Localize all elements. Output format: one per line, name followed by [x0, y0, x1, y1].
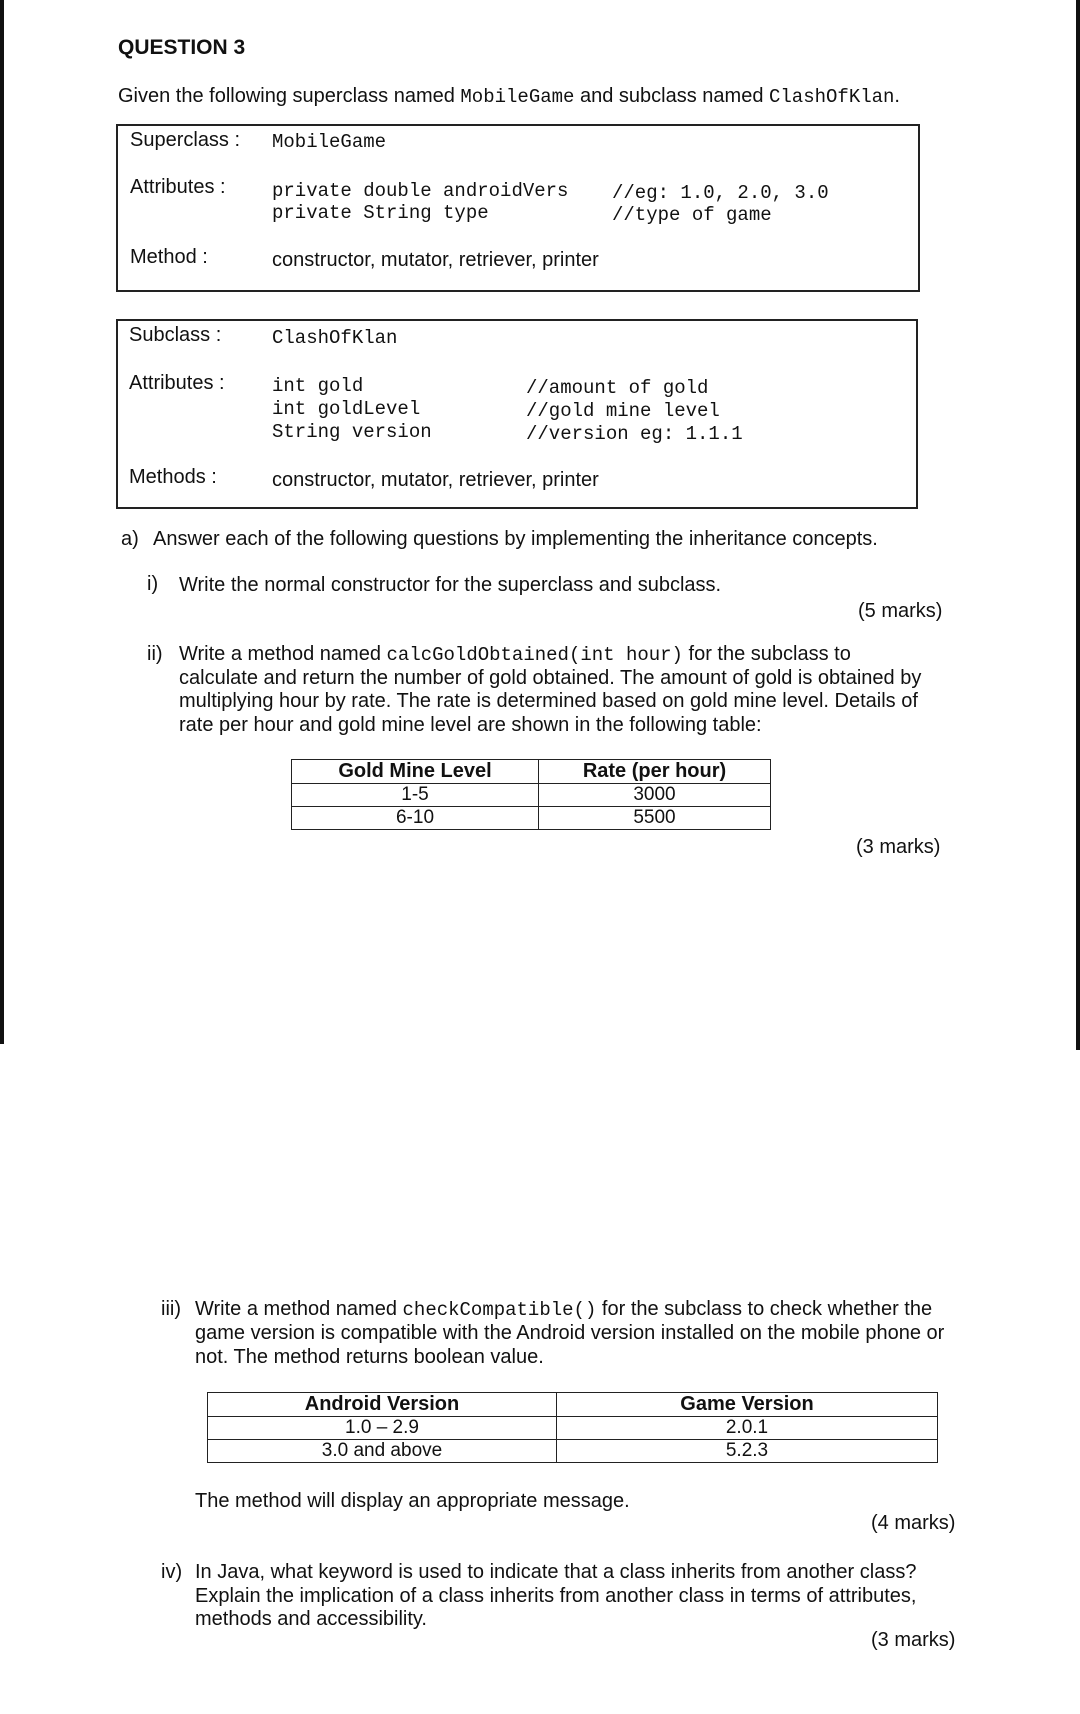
subclass-attr-1-comment: //amount of gold	[526, 377, 709, 399]
table-row	[292, 807, 771, 830]
superclass-attr-2-decl: private String type	[272, 202, 489, 224]
table-row	[208, 1440, 938, 1463]
intro-subclass-name: ClashOfKlan	[769, 86, 895, 108]
q-iv-marks: (3 marks)	[871, 1629, 956, 1651]
q-i-marker: i)	[147, 573, 159, 595]
subclass-methods: constructor, mutator, retriever, printer	[272, 469, 599, 491]
android-game-version-table	[207, 1392, 938, 1463]
q-ii-line-1-prefix: Write a method named	[179, 643, 387, 665]
intro-superclass-name: MobileGame	[460, 86, 575, 108]
q-iv-line-2: Explain the implication of a class inherits from another class in terms of attributes,	[195, 1585, 917, 1607]
question-title: QUESTION 3	[118, 36, 246, 59]
table-header-cell: Android Version	[208, 1393, 557, 1417]
intro-text	[118, 85, 900, 108]
scan-edge-left	[0, 0, 4, 1044]
superclass-attr-1-decl: private double androidVers	[272, 180, 569, 202]
subclass-label: Subclass :	[129, 324, 222, 346]
superclass-name: MobileGame	[272, 131, 387, 153]
q-iii-marker: iii)	[161, 1298, 181, 1320]
table-cell: 3000	[539, 784, 771, 807]
q-ii-method-name: calcGoldObtained(int hour)	[386, 644, 683, 666]
q-ii-marks: (3 marks)	[856, 836, 941, 858]
table-header-cell: Gold Mine Level	[292, 760, 539, 784]
intro-middle: and subclass named	[574, 85, 769, 107]
subclass-attributes-label: Attributes :	[129, 372, 225, 394]
q-i-marks: (5 marks)	[858, 600, 943, 622]
q-iii-line-1	[195, 1298, 932, 1322]
superclass-attr-2-comment: //type of game	[612, 204, 772, 226]
subclass-attr-3-decl: String version	[272, 421, 432, 443]
table-row	[208, 1417, 938, 1440]
q-iv-line-3: methods and accessibility.	[195, 1608, 427, 1630]
q-ii-line-2: calculate and return the number of gold obtained. The amount of gold is obtained by	[179, 667, 922, 689]
table-cell: 3.0 and above	[208, 1440, 557, 1463]
table-header-cell: Rate (per hour)	[539, 760, 771, 784]
q-iii-line-2: game version is compatible with the Android version installed on the mobile phone or	[195, 1322, 945, 1344]
table-cell: 5.2.3	[557, 1440, 938, 1463]
table-cell: 2.0.1	[557, 1417, 938, 1440]
q-iii-line-1-suffix: for the subclass to check whether the	[596, 1298, 933, 1320]
q-iii-line-3: not. The method returns boolean value.	[195, 1346, 544, 1368]
q-ii-line-1	[179, 643, 941, 667]
superclass-methods: constructor, mutator, retriever, printer	[272, 249, 599, 271]
q-iii-line-1-prefix: Write a method named	[195, 1298, 403, 1320]
table-cell: 1-5	[292, 784, 539, 807]
subclass-method-label: Methods :	[129, 466, 217, 488]
table-header-row	[292, 760, 771, 784]
intro-prefix: Given the following superclass named	[118, 85, 461, 107]
superclass-method-label: Method :	[130, 246, 208, 268]
table-cell: 5500	[539, 807, 771, 830]
q-iv-marker: iv)	[161, 1561, 183, 1583]
subclass-attr-2-decl: int goldLevel	[272, 398, 421, 420]
subclass-name: ClashOfKlan	[272, 327, 398, 349]
subclass-attr-2-comment: //gold mine level	[526, 400, 720, 422]
q-i-text: Write the normal constructor for the superclass and subclass.	[179, 574, 722, 596]
gold-rate-table	[291, 759, 771, 830]
table-row	[292, 784, 771, 807]
scan-edge-right	[1076, 0, 1080, 1050]
table-cell: 1.0 – 2.9	[208, 1417, 557, 1440]
q-ii-marker: ii)	[147, 643, 163, 665]
q-ii-line-3: multiplying hour by rate. The rate is determined based on gold mine level. Details of	[179, 690, 918, 712]
table-header-cell: Game Version	[557, 1393, 938, 1417]
q-iii-after-table: The method will display an appropriate message.	[195, 1490, 630, 1512]
subclass-attr-1-decl: int gold	[272, 375, 364, 397]
q-ii-line-4: rate per hour and gold mine level are shown in the following table:	[179, 714, 762, 736]
subclass-attr-3-comment: //version eg: 1.1.1	[526, 423, 743, 445]
superclass-attributes-label: Attributes :	[130, 176, 226, 198]
q-iii-marks: (4 marks)	[871, 1512, 956, 1534]
part-a-text: Answer each of the following questions by implementing the inheritance concepts.	[153, 528, 878, 550]
superclass-attr-1-comment: //eg: 1.0, 2.0, 3.0	[612, 182, 829, 204]
intro-suffix: .	[894, 85, 900, 107]
table-cell: 6-10	[292, 807, 539, 830]
part-a-marker: a)	[121, 528, 139, 550]
q-iv-line-1: In Java, what keyword is used to indicate that a class inherits from another class?	[195, 1561, 917, 1583]
q-ii-line-1-suffix: for the subclass to	[682, 643, 851, 665]
q-iii-method-name: checkCompatible()	[402, 1299, 597, 1321]
superclass-label: Superclass :	[130, 129, 241, 151]
table-header-row	[208, 1393, 938, 1417]
